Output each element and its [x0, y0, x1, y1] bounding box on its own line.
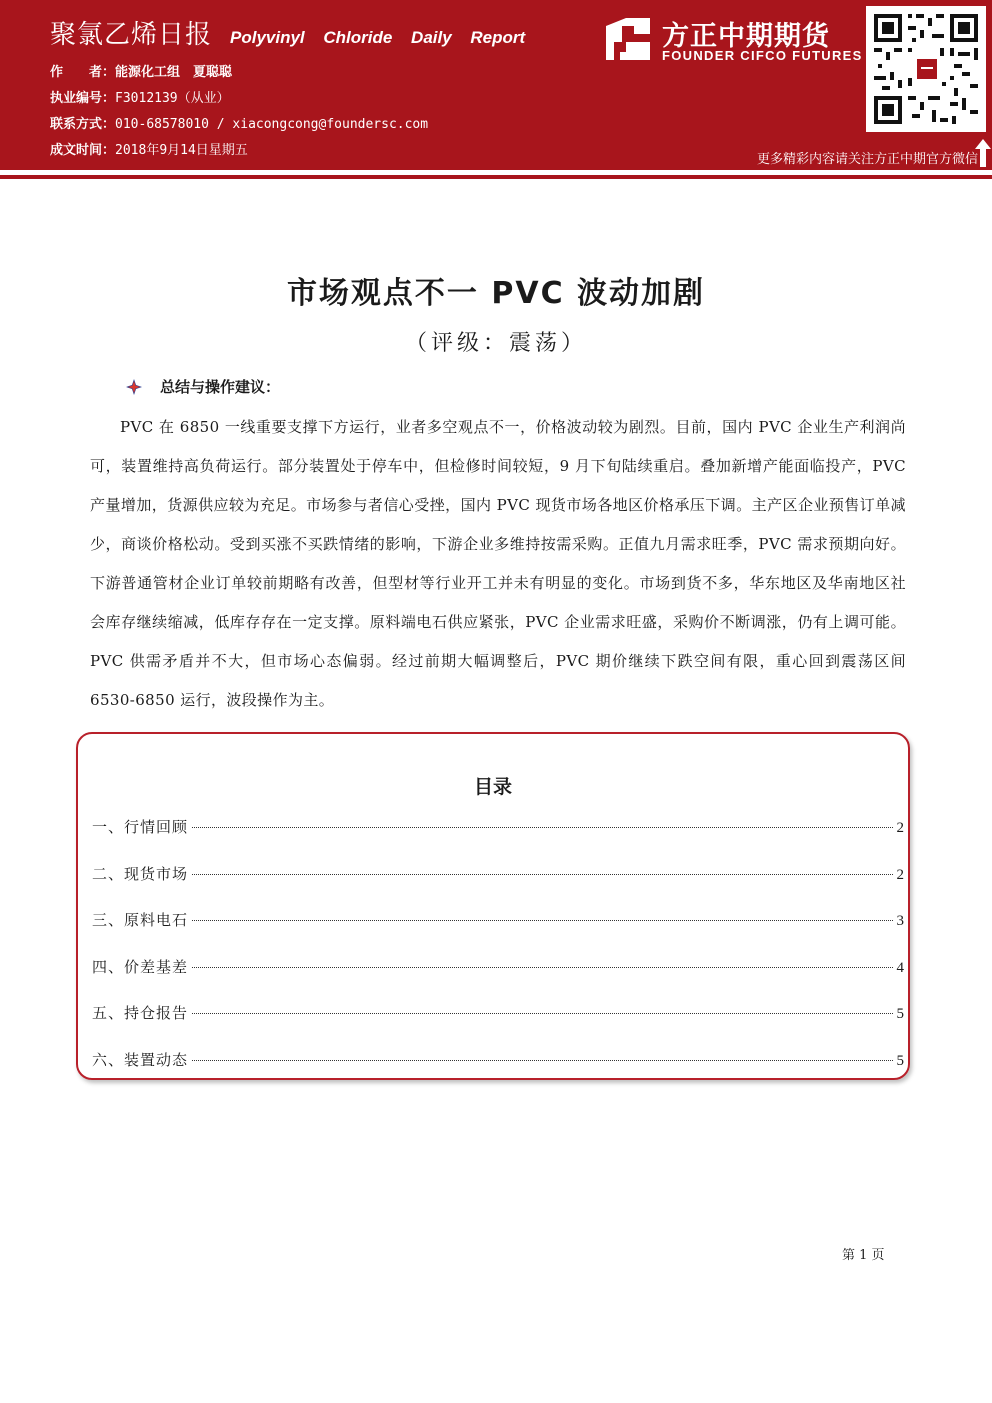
toc-item-label: 一、行情回顾: [92, 818, 189, 836]
summary-body: [90, 408, 906, 720]
toc-item-page: 5: [896, 1006, 904, 1023]
bullet-icon: [126, 379, 142, 395]
report-title: [50, 14, 525, 54]
toc-item[interactable]: [92, 859, 904, 906]
toc-item[interactable]: [92, 905, 904, 952]
logo-text-cn: 方正中期期货: [662, 21, 830, 52]
toc-item-page: 5: [896, 1052, 904, 1069]
toc-item-page: 2: [896, 866, 904, 883]
toc-leader-dots: [192, 874, 892, 875]
header-divider: [0, 175, 992, 179]
toc-leader-dots: [192, 827, 892, 828]
toc-list: [92, 812, 904, 1092]
report-title-en: Polyvinyl Chloride Daily Report: [230, 28, 526, 47]
toc-item-label: 三、原料电石: [92, 911, 189, 930]
license-label: 执业编号：: [50, 91, 116, 106]
toc-leader-dots: [192, 967, 892, 968]
logo-text-en: FOUNDER CIFCO FUTURES: [662, 48, 863, 63]
toc-leader-dots: [192, 920, 892, 921]
license-row: [50, 86, 428, 112]
author-meta: [50, 60, 428, 164]
toc-item-page: 4: [896, 959, 904, 976]
toc-item[interactable]: [92, 952, 904, 999]
wechat-qr-code: [866, 6, 986, 132]
contact-label: 联系方式：: [50, 117, 116, 132]
toc-title: 目录: [473, 776, 512, 798]
founder-logo-icon: [604, 16, 652, 62]
company-logo: [604, 14, 863, 66]
toc-item-label: 二、现货市场: [92, 864, 189, 883]
toc-item-label: 四、价差基差: [92, 957, 189, 976]
summary-label: 总结与操作建议：: [160, 378, 281, 396]
table-of-contents: [76, 732, 910, 1080]
toc-item[interactable]: [92, 812, 904, 859]
toc-item-label: 五、持仓报告: [92, 1004, 189, 1023]
date-row: [50, 138, 428, 164]
toc-item-page: 2: [896, 820, 904, 836]
summary-paragraph: PVC 在 6850 一线重要支撑下方运行，业者多空观点不一，价格波动较为剧烈。目前，国内 PVC 企业生产利润尚可，装置维持高负荷运行。部分装置处于停车中，但检修时间较短，9 月下旬陆续重启。叠加新增产能面临投产，PVC 产量增加，货源供应较为充足。市场参与者信心受挫，国内 PVC 现货市场各地区价格承压下调。主产区企业预售订单减少，商谈价格松动。受到买涨不买跌情绪的影响，下游企业多维持按需采购。正值九月需求旺季，PVC 需求预期向好。下游普通管材企业订单较前期略有改善，但型材等行业开工并未有明显的变化。市场到货不多，华东地区及华南地区社会库存继续缩减，低库存存在一定支撑。原料端电石供应紧张，PVC 企业需求旺盛，采购价不断调涨，仍有上调可能。PVC 供需矛盾并不大，但市场心态偏弱。经过前期大幅调整后，PVC 期价继续下跌空间有限，重心回到震荡区间 6530-6850 运行，波段操作为主。: [90, 418, 906, 709]
toc-item[interactable]: [92, 998, 904, 1045]
contact-row: [50, 112, 428, 138]
date-label: 成文时间：: [50, 143, 116, 158]
toc-leader-dots: [192, 1013, 892, 1014]
report-headline: 市场观点不一 PVC 波动加剧: [286, 276, 706, 311]
page-number: 第 1 页: [842, 1248, 885, 1263]
toc-leader-dots: [192, 1060, 892, 1061]
author-row: [50, 60, 428, 86]
report-title-cn: 聚氯乙烯日报: [50, 20, 213, 50]
qr-code-icon: [866, 6, 986, 132]
summary-heading: [126, 376, 280, 397]
header-banner: [0, 0, 992, 170]
author-label: 作 者：: [50, 65, 116, 80]
toc-item[interactable]: [92, 1045, 904, 1092]
toc-item-page: 3: [896, 913, 904, 930]
toc-item-label: 六、装置动态: [92, 1050, 189, 1069]
author-value: 能源化工组 夏聪聪: [115, 65, 233, 80]
date-value: 2018年9月14日星期五: [115, 143, 248, 158]
report-rating: （评级：震荡）: [404, 331, 587, 356]
wechat-follow-note: 更多精彩内容请关注方正中期官方微信: [756, 152, 978, 167]
contact-value: 010-68578010 / xiacongcong@foundersc.com: [115, 117, 429, 132]
license-value: F3012139（从业）: [115, 91, 230, 106]
up-arrow-icon: [974, 138, 992, 168]
